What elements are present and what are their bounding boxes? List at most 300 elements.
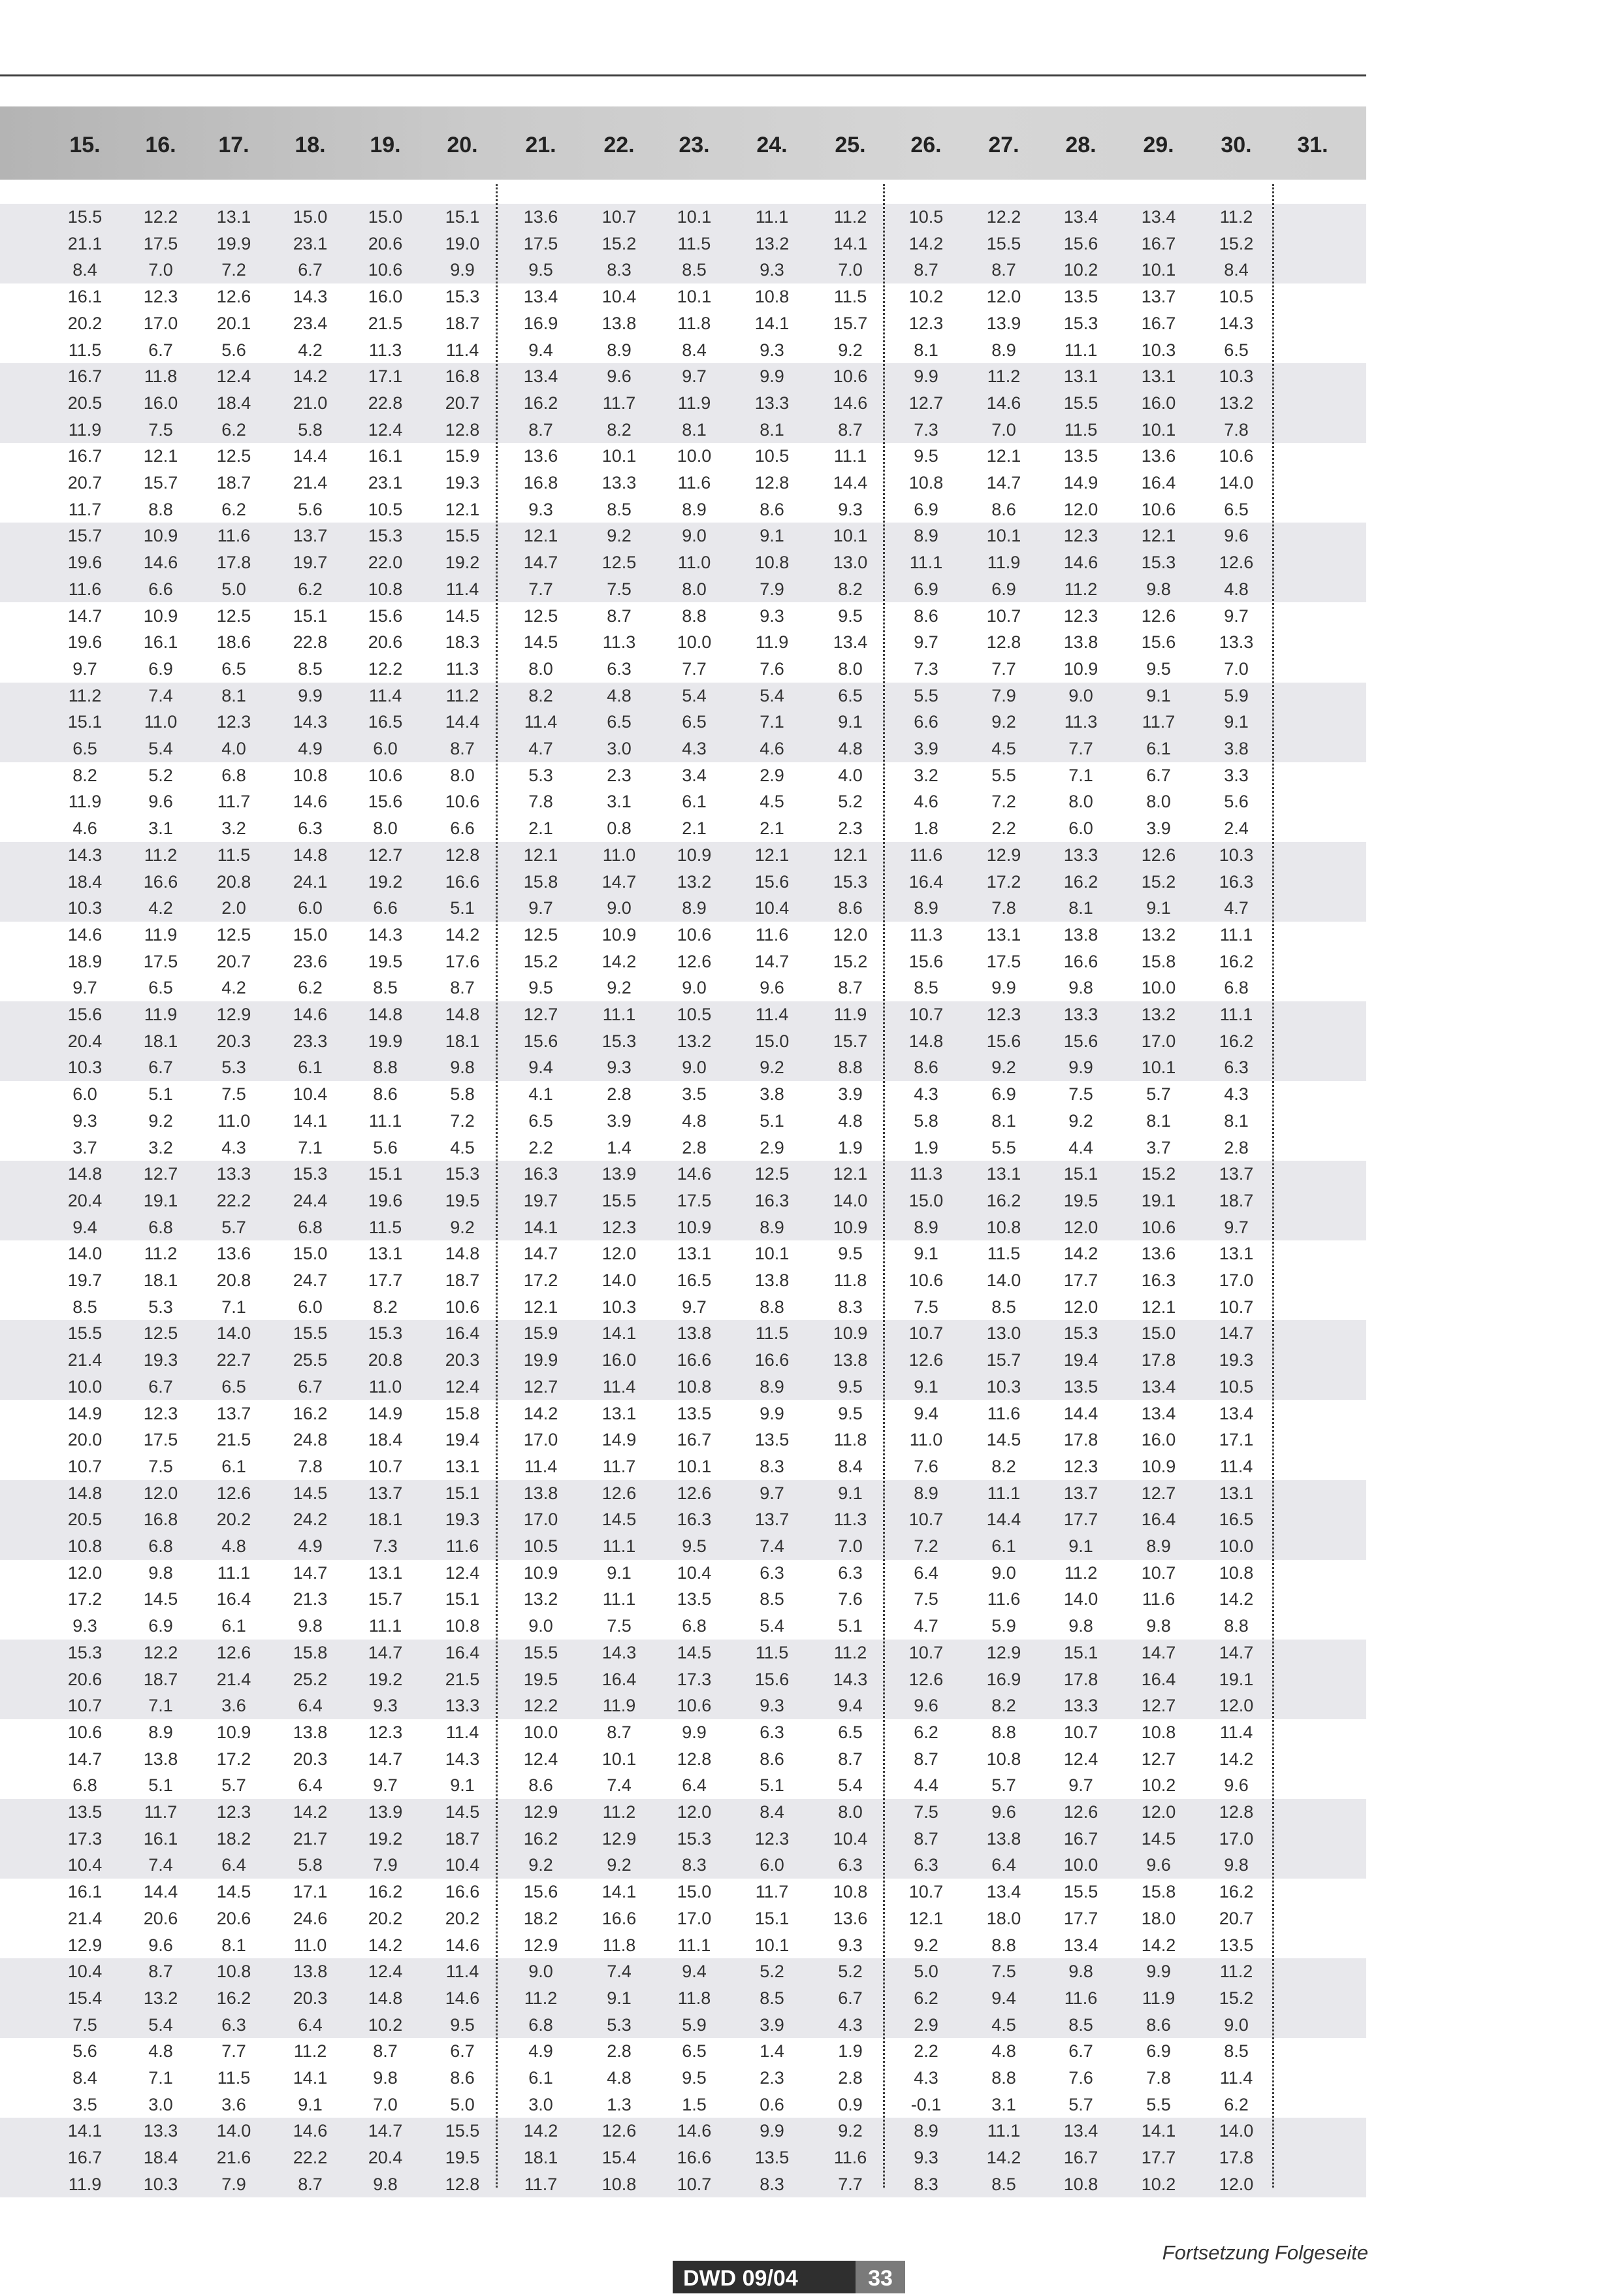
table-cell: 7.5 [991, 1962, 1016, 1982]
table-cell: 7.0 [838, 260, 863, 280]
table-cell: 13.5 [754, 2148, 790, 2168]
table-row [0, 1108, 1366, 1135]
table-cell: 7.4 [148, 685, 173, 705]
table-cell: 19.9 [216, 233, 251, 253]
table-cell: 8.1 [1068, 898, 1093, 918]
table-row [0, 842, 1366, 869]
table-cell: 8.7 [528, 419, 553, 440]
table-cell: 6.8 [298, 1217, 323, 1237]
table-cell: 16.9 [523, 313, 558, 333]
table-cell: 20.6 [216, 1908, 251, 1928]
table-cell: 9.6 [1146, 1855, 1171, 1875]
table-cell: 5.9 [991, 1616, 1016, 1636]
table-cell: 13.2 [1141, 1005, 1176, 1024]
table-cell: 4.1 [528, 1084, 553, 1105]
table-cell: 5.1 [450, 898, 475, 918]
table-cell: 10.7 [1219, 1297, 1254, 1317]
table-cell: 14.8 [67, 1483, 103, 1503]
table-cell: 3.8 [760, 1084, 784, 1105]
table-cell: 21.7 [293, 1828, 328, 1849]
table-cell: 16.3 [1141, 1270, 1176, 1290]
table-cell: 10.9 [143, 606, 178, 626]
header-day: 21. [525, 133, 556, 157]
table-cell: 6.9 [914, 499, 938, 519]
table-cell: 15.6 [1141, 632, 1176, 653]
table-cell: 9.1 [838, 1483, 863, 1503]
table-row [0, 1852, 1366, 1879]
table-cell: 13.8 [677, 1323, 712, 1344]
table-cell: 13.9 [986, 313, 1021, 333]
table-row [0, 2065, 1366, 2092]
table-cell: 14.7 [293, 1562, 328, 1583]
table-cell: 9.9 [298, 685, 323, 705]
table-cell: 10.5 [523, 1536, 558, 1556]
table-cell: 14.7 [523, 553, 558, 573]
table-cell: 9.7 [682, 1297, 707, 1317]
table-cell: 5.5 [991, 765, 1016, 785]
table-cell: 8.6 [760, 1749, 784, 1769]
table-cell: 5.1 [838, 1616, 863, 1636]
table-cell: 7.4 [760, 1536, 784, 1556]
table-cell: 11.0 [144, 712, 178, 732]
table-cell: 12.5 [754, 1164, 790, 1184]
table-cell: 11.3 [909, 1164, 943, 1184]
table-cell: 11.8 [677, 1988, 711, 2008]
table-cell: 12.6 [677, 1483, 712, 1503]
table-cell: 12.7 [1141, 1749, 1176, 1769]
table-cell: 12.0 [833, 924, 868, 945]
table-cell: 5.6 [1224, 792, 1249, 812]
table-cell: 4.7 [528, 739, 553, 758]
table-cell: 14.6 [986, 393, 1021, 413]
table-cell: 5.4 [760, 685, 784, 705]
table-cell: 9.5 [682, 1536, 707, 1556]
table-cell: 3.0 [607, 739, 632, 758]
table-cell: 3.2 [914, 765, 938, 785]
table-cell: 3.1 [148, 818, 173, 839]
table-cell: 13.4 [986, 1882, 1021, 1902]
table-cell: 10.1 [754, 1935, 790, 1955]
table-cell: 9.1 [914, 1244, 938, 1264]
table-cell: 14.7 [601, 871, 637, 892]
table-cell: 11.8 [833, 1430, 867, 1450]
table-row [0, 1932, 1366, 1959]
table-cell: 11.7 [1142, 712, 1176, 732]
table-cell: 15.0 [293, 1244, 328, 1264]
table-cell: 10.7 [601, 207, 637, 227]
table-cell: 9.7 [528, 898, 553, 918]
table-row [0, 1666, 1366, 1693]
table-cell: 14.3 [368, 924, 403, 945]
table-cell: 19.1 [143, 1190, 178, 1210]
table-cell: 9.1 [1146, 898, 1171, 918]
table-cell: 12.0 [1063, 1217, 1098, 1237]
table-cell: 8.9 [914, 1217, 938, 1237]
table-cell: 7.7 [528, 579, 553, 599]
table-cell: 22.8 [368, 393, 403, 413]
table-cell: 8.5 [760, 1589, 784, 1609]
table-cell: 10.8 [833, 1882, 868, 1902]
table-cell: 8.9 [148, 1722, 173, 1742]
table-cell: 7.5 [607, 579, 632, 599]
table-cell: 9.6 [914, 1696, 938, 1716]
table-cell: 24.1 [293, 871, 328, 892]
table-cell: 4.8 [221, 1536, 246, 1556]
table-cell: 19.6 [67, 632, 103, 653]
table-cell: 15.1 [293, 606, 328, 626]
table-cell: 13.7 [293, 526, 328, 546]
table-cell: 7.0 [373, 2094, 398, 2114]
table-cell: 11.9 [144, 924, 178, 945]
table-cell: 16.7 [67, 446, 103, 466]
table-cell: 13.5 [1063, 287, 1098, 307]
table-cell: 5.6 [72, 2041, 97, 2062]
table-cell: 6.4 [991, 1855, 1016, 1875]
table-cell: 10.4 [445, 1855, 480, 1875]
table-cell: 7.8 [1224, 419, 1249, 440]
table-row [0, 922, 1366, 948]
table-cell: 5.7 [1146, 1084, 1171, 1105]
table-cell: 20.8 [216, 871, 251, 892]
table-cell: 11.9 [987, 553, 1021, 573]
table-cell: 10.0 [677, 632, 712, 653]
table-cell: 15.8 [1141, 1882, 1176, 1902]
table-cell: 6.4 [221, 1855, 246, 1875]
table-cell: 8.7 [450, 739, 475, 758]
table-row [0, 895, 1366, 922]
table-cell: 0.9 [838, 2094, 863, 2114]
table-cell: 11.5 [217, 2068, 251, 2088]
table-cell: 15.7 [368, 1589, 403, 1609]
table-cell: 9.1 [607, 1988, 632, 2008]
table-cell: 11.1 [677, 1935, 711, 1955]
table-cell: 23.6 [293, 951, 328, 971]
table-cell: 14.2 [445, 924, 480, 945]
table-cell: 16.5 [677, 1270, 712, 1290]
header-day: 19. [370, 133, 401, 157]
table-cell: 12.5 [523, 606, 558, 626]
table-cell: 15.0 [368, 207, 403, 227]
table-cell: 20.7 [445, 393, 480, 413]
table-cell: 10.6 [368, 260, 403, 280]
table-cell: 10.6 [67, 1722, 103, 1742]
table-cell: 17.2 [67, 1589, 103, 1609]
header-day: 17. [218, 133, 249, 157]
table-cell: 8.9 [914, 526, 938, 546]
table-cell: 10.6 [1141, 499, 1176, 519]
table-cell: 10.9 [677, 1217, 712, 1237]
table-cell: 9.9 [914, 366, 938, 387]
table-cell: 9.5 [838, 1244, 863, 1264]
table-cell: 13.4 [1141, 207, 1176, 227]
table-row [0, 1879, 1366, 1905]
table-cell: 15.8 [523, 871, 558, 892]
table-cell: 8.0 [373, 818, 398, 839]
table-cell: 14.2 [1219, 1589, 1254, 1609]
table-cell: 5.3 [528, 765, 553, 785]
table-cell: 15.5 [1063, 393, 1098, 413]
table-cell: 17.6 [445, 951, 480, 971]
table-cell: 24.8 [293, 1430, 328, 1450]
table-cell: 19.5 [445, 2148, 480, 2168]
table-cell: 17.3 [67, 1828, 103, 1849]
table-cell: 7.5 [72, 2014, 97, 2035]
table-cell: 6.0 [72, 1084, 97, 1105]
table-cell: 6.2 [298, 978, 323, 998]
table-cell: 14.5 [143, 1589, 178, 1609]
table-cell: 12.0 [1063, 1297, 1098, 1317]
table-cell: 15.2 [1141, 871, 1176, 892]
table-cell: 13.1 [216, 207, 251, 227]
table-cell: 8.7 [148, 1962, 173, 1982]
table-cell: 15.7 [833, 1031, 868, 1051]
table-cell: 9.8 [1068, 978, 1093, 998]
table-cell: 25.2 [293, 1669, 328, 1689]
table-row [0, 1294, 1366, 1321]
table-cell: 17.2 [986, 871, 1021, 892]
table-cell: 17.7 [1141, 2148, 1176, 2168]
table-cell: 12.0 [67, 1562, 103, 1583]
table-cell: 11.6 [1142, 1589, 1176, 1609]
table-cell: 4.7 [914, 1616, 938, 1636]
table-cell: 12.4 [445, 1376, 480, 1397]
table-cell: 21.0 [293, 393, 328, 413]
table-cell: 11.1 [1219, 924, 1253, 945]
table-cell: 6.2 [914, 1988, 938, 2008]
table-cell: 13.2 [1219, 393, 1254, 413]
table-cell: 15.6 [368, 606, 403, 626]
table-cell: 12.7 [1141, 1696, 1176, 1716]
table-cell: 9.3 [72, 1616, 97, 1636]
table-cell: 14.1 [833, 233, 868, 253]
table-cell: 2.8 [838, 2068, 863, 2088]
table-cell: 12.2 [143, 1642, 178, 1662]
table-cell: 11.1 [602, 1536, 636, 1556]
table-cell: 20.2 [67, 313, 103, 333]
table-cell: 11.9 [68, 792, 102, 812]
table-cell: 18.1 [368, 1510, 403, 1530]
table-cell: 4.5 [450, 1137, 475, 1157]
table-cell: 13.7 [1141, 287, 1176, 307]
table-cell: 2.2 [528, 1137, 553, 1157]
table-cell: 14.0 [67, 1244, 103, 1264]
table-cell: 9.6 [148, 1935, 173, 1955]
table-cell: 8.3 [838, 1297, 863, 1317]
table-cell: 18.7 [143, 1669, 178, 1689]
table-cell: 7.7 [991, 658, 1016, 679]
table-row [0, 1985, 1366, 2012]
table-cell: 18.0 [1141, 1908, 1176, 1928]
table-cell: 14.2 [293, 1802, 328, 1822]
table-cell: 12.3 [216, 1802, 251, 1822]
table-cell: 7.2 [221, 260, 246, 280]
table-cell: 8.7 [298, 2174, 323, 2194]
table-cell: 17.5 [986, 951, 1021, 971]
table-cell: 6.4 [298, 2014, 323, 2035]
table-cell: 12.0 [143, 1483, 178, 1503]
table-cell: 14.2 [523, 2121, 558, 2141]
table-cell: 19.7 [293, 553, 328, 573]
table-row [0, 1613, 1366, 1640]
table-cell: 6.5 [1224, 499, 1249, 519]
table-cell: 12.5 [216, 606, 251, 626]
table-cell: 16.7 [1063, 2148, 1098, 2168]
table-cell: 4.6 [760, 739, 784, 758]
table-cell: 3.9 [838, 1084, 863, 1105]
table-cell: 21.1 [67, 233, 103, 253]
table-cell: 15.3 [1063, 313, 1098, 333]
table-cell: 8.2 [838, 579, 863, 599]
table-cell: 7.4 [148, 1855, 173, 1875]
table-cell: 6.6 [914, 712, 938, 732]
table-cell: 4.9 [528, 2041, 553, 2062]
table-cell: 17.5 [143, 233, 178, 253]
table-row [0, 975, 1366, 1001]
table-cell: 20.4 [368, 2148, 403, 2168]
table-cell: 5.5 [991, 1137, 1016, 1157]
table-cell: 11.9 [68, 2174, 102, 2194]
table-cell: 13.5 [1063, 446, 1098, 466]
table-row [0, 1001, 1366, 1028]
table-cell: 13.7 [216, 1403, 251, 1423]
table-row [0, 788, 1366, 815]
table-cell: 19.3 [143, 1350, 178, 1370]
table-cell: 8.9 [760, 1376, 784, 1397]
header-day: 18. [295, 133, 326, 157]
table-cell: 9.2 [450, 1217, 475, 1237]
table-cell: 16.8 [143, 1510, 178, 1530]
table-cell: 15.5 [67, 207, 103, 227]
table-cell: 16.6 [445, 871, 480, 892]
table-cell: 7.0 [838, 1536, 863, 1556]
table-cell: 12.8 [445, 2174, 480, 2194]
table-cell: 12.0 [1219, 1696, 1254, 1716]
table-cell: 10.9 [1141, 1456, 1176, 1476]
table-cell: 13.1 [368, 1562, 403, 1583]
table-cell: 4.3 [682, 739, 707, 758]
table-cell: 10.3 [1219, 845, 1254, 865]
table-cell: 15.0 [293, 207, 328, 227]
table-cell: 17.8 [1141, 1350, 1176, 1370]
table-cell: 15.5 [523, 1642, 558, 1662]
table-cell: 7.5 [148, 1456, 173, 1476]
table-cell: 13.5 [754, 1430, 790, 1450]
table-cell: 9.0 [1068, 685, 1093, 705]
table-cell: 10.3 [143, 2174, 178, 2194]
table-cell: 13.8 [143, 1749, 178, 1769]
table-cell: 8.6 [991, 499, 1016, 519]
table-cell: 15.1 [445, 1483, 480, 1503]
table-cell: 10.1 [601, 1749, 637, 1769]
table-cell: 11.5 [677, 233, 711, 253]
table-cell: 14.6 [143, 553, 178, 573]
table-cell: 10.1 [1141, 419, 1176, 440]
table-cell: 4.3 [1224, 1084, 1249, 1105]
table-cell: 14.8 [293, 845, 328, 865]
table-cell: 11.0 [602, 845, 636, 865]
table-cell: 8.7 [373, 2041, 398, 2062]
table-cell: 5.7 [221, 1217, 246, 1237]
table-cell: 17.5 [143, 951, 178, 971]
table-cell: 19.4 [1063, 1350, 1098, 1370]
table-cell: 20.5 [67, 1510, 103, 1530]
table-row [0, 1135, 1366, 1161]
table-cell: 15.5 [986, 233, 1021, 253]
table-cell: 9.5 [838, 1403, 863, 1423]
table-cell: 8.3 [760, 1456, 784, 1476]
table-cell: 4.5 [991, 739, 1016, 758]
table-cell: 4.5 [991, 2014, 1016, 2035]
table-cell: 13.7 [1063, 1483, 1098, 1503]
table-cell: 13.3 [1063, 1696, 1098, 1716]
table-cell: 14.7 [754, 951, 790, 971]
table-cell: 8.4 [72, 2068, 97, 2088]
table-cell: 10.2 [908, 287, 944, 307]
table-cell: 2.1 [760, 818, 784, 839]
header-day: 25. [835, 133, 866, 157]
table-cell: 9.9 [760, 366, 784, 387]
table-cell: 9.8 [450, 1058, 475, 1078]
table-cell: 6.5 [682, 2041, 707, 2062]
table-cell: 16.3 [677, 1510, 712, 1530]
table-cell: 2.2 [991, 818, 1016, 839]
table-cell: 10.8 [908, 473, 944, 493]
table-cell: 9.9 [682, 1722, 707, 1742]
table-cell: 9.2 [760, 1058, 784, 1078]
table-cell: 12.3 [1063, 606, 1098, 626]
table-cell: 9.2 [528, 1855, 553, 1875]
table-cell: 13.5 [677, 1403, 712, 1423]
table-cell: 15.6 [986, 1031, 1021, 1051]
table-cell: 12.0 [1219, 2174, 1254, 2194]
table-cell: 6.8 [221, 765, 246, 785]
table-cell: 11.2 [1219, 207, 1253, 227]
table-cell: 9.9 [450, 260, 475, 280]
table-cell: 16.1 [368, 446, 403, 466]
table-cell: 18.7 [445, 313, 480, 333]
table-cell: 10.9 [601, 924, 637, 945]
table-cell: 12.9 [523, 1935, 558, 1955]
table-cell: 12.7 [908, 393, 944, 413]
table-cell: 11.7 [144, 1802, 178, 1822]
table-cell: 3.5 [72, 2094, 97, 2114]
table-cell: 11.0 [909, 1430, 943, 1450]
table-cell: 10.7 [908, 1642, 944, 1662]
table-cell: 6.5 [607, 712, 632, 732]
table-cell: 11.7 [217, 792, 251, 812]
table-cell: 2.3 [607, 765, 632, 785]
table-cell: 9.7 [1224, 1217, 1249, 1237]
table-cell: 4.5 [760, 792, 784, 812]
table-cell: 10.5 [1219, 1376, 1254, 1397]
table-cell: 1.9 [838, 2041, 863, 2062]
table-cell: 7.3 [373, 1536, 398, 1556]
table-cell: 6.9 [148, 658, 173, 679]
table-cell: 9.8 [373, 2068, 398, 2088]
table-cell: 11.3 [909, 924, 943, 945]
table-cell: 11.0 [368, 1376, 402, 1397]
table-cell: 10.6 [445, 792, 480, 812]
table-cell: 10.4 [67, 1962, 103, 1982]
table-cell: 9.6 [607, 366, 632, 387]
table-row [0, 1028, 1366, 1055]
table-cell: 3.2 [148, 1137, 173, 1157]
table-row [0, 1799, 1366, 1826]
table-cell: 7.8 [528, 792, 553, 812]
table-cell: 12.8 [986, 632, 1021, 653]
table-cell: 8.9 [914, 898, 938, 918]
table-row [0, 1506, 1366, 1533]
